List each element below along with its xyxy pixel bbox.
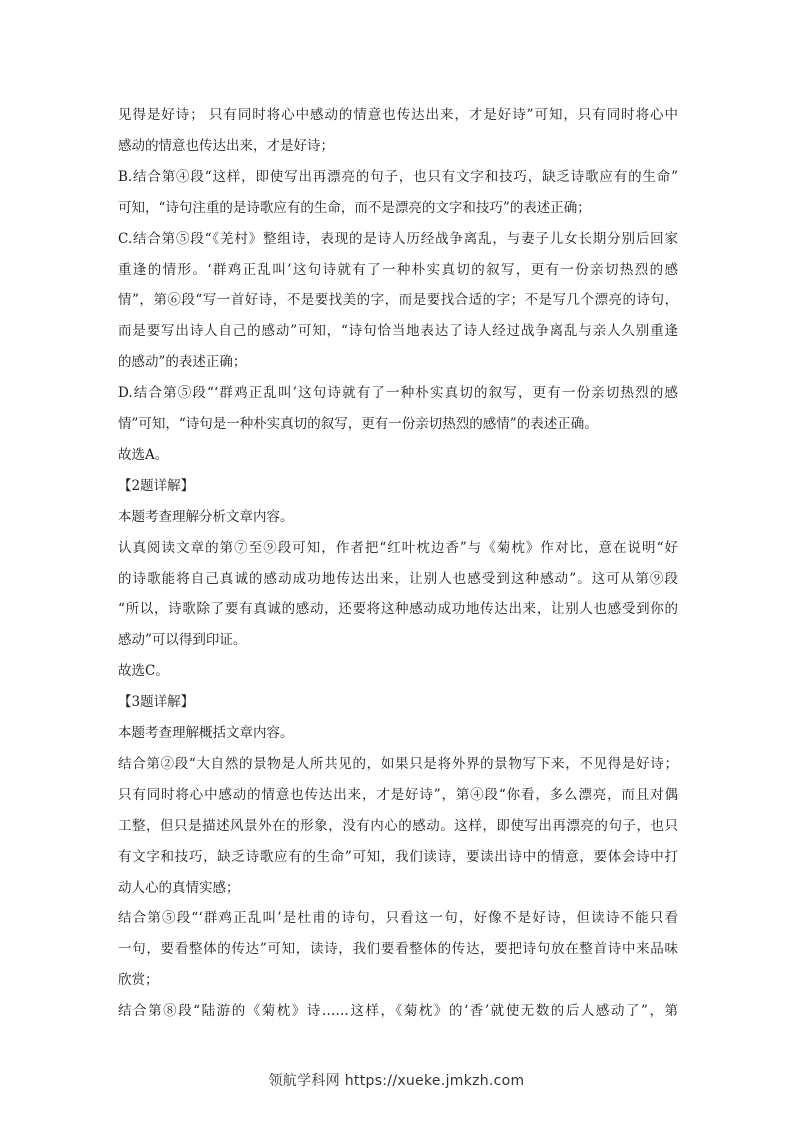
text-line: 动人心的真情实感；: [118, 879, 240, 896]
text-line: 【2题详解】: [118, 477, 195, 494]
text-line: 一句，要看整体的传达”可知，读诗，我们要看整体的传达，要把诗句放在整首诗中来品味: [118, 941, 678, 958]
text-line: 有文字和技巧，缺乏诗歌应有的生命”可知，我们读诗，要读出诗中的情意，要体会诗中打: [118, 848, 678, 865]
text-line: “所以，诗歌除了要有真诚的感动，还要将这种感动成功地传达出来，让别人也感受到你的: [118, 601, 678, 618]
text-line: 见得是好诗； 只有同时将心中感动的情意也传达出来，才是好诗”可知，只有同时将心中: [118, 107, 678, 123]
text-line: 结合第⑧段“陆游的《菊枕》诗……这样，《菊枕》的‘香’就使无数的后人感动了”，第: [118, 1003, 678, 1020]
text-line: 而是要写出诗人自己的感动”可知，“诗句恰当地表达了诗人经过战争离乱与亲人久别重逢: [118, 323, 678, 340]
text-line: 本题考查理解分析文章内容。: [118, 508, 294, 525]
text-line: C.结合第⑤段“《羌村》整组诗，表现的是诗人历经战争离乱，与妻子儿女长期分别后回家: [118, 230, 678, 247]
text-line: 结合第②段“大自然的景物是人所共见的，如果只是将外界的景物写下来，不见得是好诗；: [118, 755, 678, 772]
text-line: 只有同时将心中感动的情意也传达出来，才是好诗”，第④段“你看，多么漂亮，而且对偶: [118, 786, 678, 803]
text-line: 情”可知，“诗句是一种朴实真切的叙写，更有一份亲切热烈的感情”的表述正确。: [118, 416, 598, 432]
text-line: 【3题详解】: [118, 694, 195, 711]
text-line: 故选A。: [118, 446, 169, 463]
text-line: 故选C。: [118, 663, 169, 680]
text-line: 的诗歌能将自己真诚的感动成功地传达出来，让别人也感受到这种感动”。这可从第⑨段: [118, 570, 678, 587]
text-line: 感动的情意也传达出来，才是好诗；: [118, 137, 334, 154]
text-line: 重逢的情形。‘群鸡正乱叫’这句诗就有了一种朴实真切的叙写，更有一份亲切热烈的感: [118, 261, 678, 278]
text-line: 结合第⑤段“‘群鸡正乱叫’是杜甫的诗句，只看这一句，好像不是好诗，但读诗不能只看: [118, 910, 678, 927]
text-line: 本题考查理解概括文章内容。: [118, 725, 294, 741]
text-line: 认真阅读文章的第⑦至⑨段可知，作者把“红叶枕边香”与《菊枕》作对比，意在说明“好: [118, 539, 678, 556]
text-line: B.结合第④段“这样，即使写出再漂亮的句子，也只有文字和技巧，缺乏诗歌应有的生命”: [118, 168, 678, 185]
text-line: 感动”可以得到印证。: [118, 632, 247, 649]
text-line: 情”，第⑥段“写一首好诗，不是要找美的字，而是要找合适的字；不是写几个漂亮的诗句，: [118, 292, 678, 309]
text-line: 可知，“诗句注重的是诗歌应有的生命，而不是漂亮的文字和技巧”的表述正确；: [118, 199, 591, 216]
text-line: 欣赏；: [118, 972, 159, 989]
page-footer-watermark: 领航学科网 https://xueke.jmkzh.com: [268, 1073, 525, 1089]
text-line: D.结合第⑤段“‘群鸡正乱叫’这句诗就有了一种朴实真切的叙写，更有一份亲切热烈的感: [118, 385, 678, 402]
text-line: 工整，但只是描述风景外在的形象，没有内心的感动。这样，即使写出再漂亮的句子，也只: [118, 817, 678, 834]
text-line: 的感动”的表述正确；: [118, 354, 247, 371]
